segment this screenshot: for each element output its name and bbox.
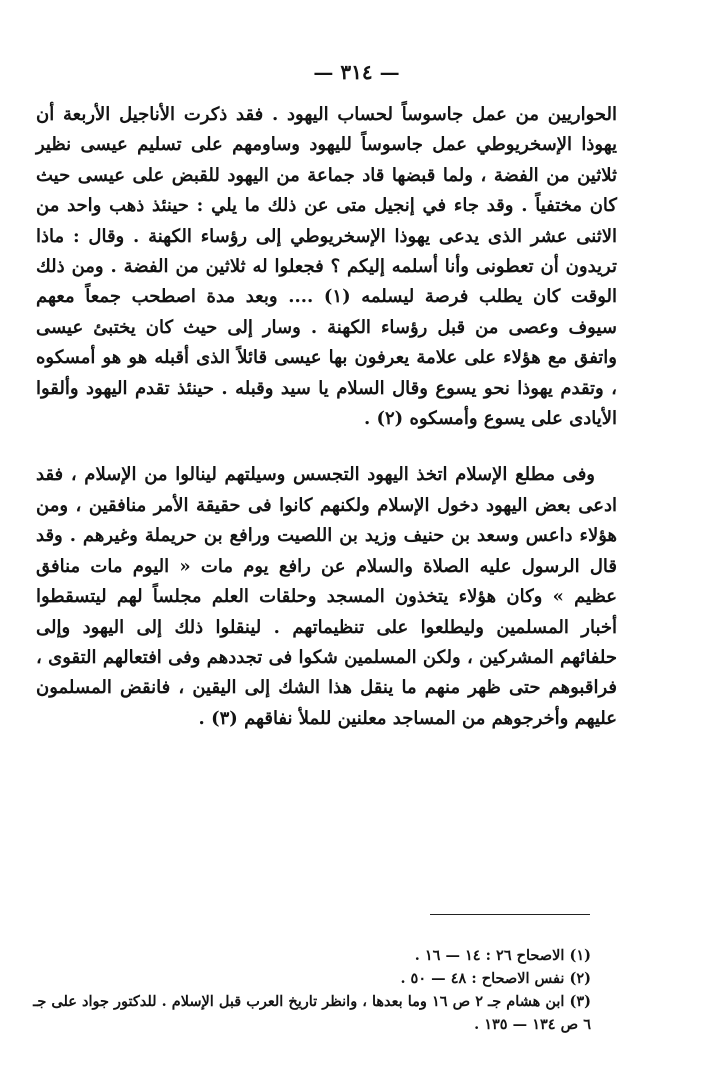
footnote-2: (٢) نفس الاصحاح : ٤٨ — ٥٠ .	[400, 970, 591, 987]
footnote-3: (٣) ابن هشام جـ ٢ ص ١٦ وما بعدها ، وانظر تاريخ العرب قبل الإسلام . للدكتور جواد على جـ ٦ ص ١٣٤ — ١٣٥ .	[33, 993, 591, 1033]
main-text	[36, 100, 617, 734]
paragraph-spies-islam: وفى مطلع الإسلام اتخذ اليهود التجسس وسيلتهم لينالوا من الإسلام ، فقد ادعى بعض اليهود دخول الإسلام ولكنهم كانوا فى حقيقة الأمر منافقين ، ومن هؤلاء داعس وسعد بن حنيف وزيد بن اللصيت ورافع بن حريملة وغيرهم . وقد قال الرسول عليه الصلاة والسلام عن رافع يوم مات « اليوم مات منافق عظيم » وكان هؤلاء يتخذون المسجد وحلقات العلم مجلساً لهم ليتسقطوا أخبار المسلمين وليطلعوا على تنظيماتهم . لينقلوا ذلك إلى اليهود وإلى حلفائهم المشركين ، ولكن المسلمين شكوا فى تجددهم وفى افتعالهم التقوى ، فراقبوهم حتى ظهر منهم ما ينقل هذا الشك إلى اليقين ، فانقض المسلمون عليهم وأخرجوهم من المساجد معلنين للملأ نفاقهم (٣) .	[36, 464, 617, 729]
footnote-divider	[430, 914, 590, 915]
paragraph-spies-gospels: الحواريين من عمل جاسوساً لحساب اليهود . فقد ذكرت الأناجيل الأربعة أن يهوذا الإسخريوطي عمل جاسوساً لليهود وساومهم على تسليم عيسى نظير ثلاثين من الفضة ، ولما قبضها قاد جماعة من اليهود للقبض على عيسى حيث كان مختفياً . وقد جاء في إنجيل متى عن ذلك ما يلي : حينئذ ذهب واحد من الاثنى عشر الذى يدعى يهوذا الإسخريوطي إلى رؤساء الكهنة . وقال : ماذا تريدون أن تعطونى وأنا أسلمه إليكم ؟ فجعلوا له ثلاثين من الفضة . ومن ذلك الوقت كان يطلب فرصة ليسلمه (١) .... وبعد مدة اصطحب جمعاً معهم سيوف وعصى من قبل رؤساء الكهنة . وسار إلى حيث كان يختبئ عيسى واتفق مع هؤلاء على علامة يعرفون بها عيسى قائلاً الذى أقبله هو هو أمسكوه ، وتقدم يهوذا نحو يسوع وقال السلام يا سيد وقبله . حينئذ تقدم اليهود وألقوا الأيادى على يسوع وأمسكوه (٢) .	[36, 104, 618, 430]
footnotes	[32, 944, 601, 1036]
footnote-1: (١) الاصحاح ٢٦ : ١٤ — ١٦ .	[414, 947, 591, 964]
page-number: — ٣١٤ —	[313, 60, 400, 84]
